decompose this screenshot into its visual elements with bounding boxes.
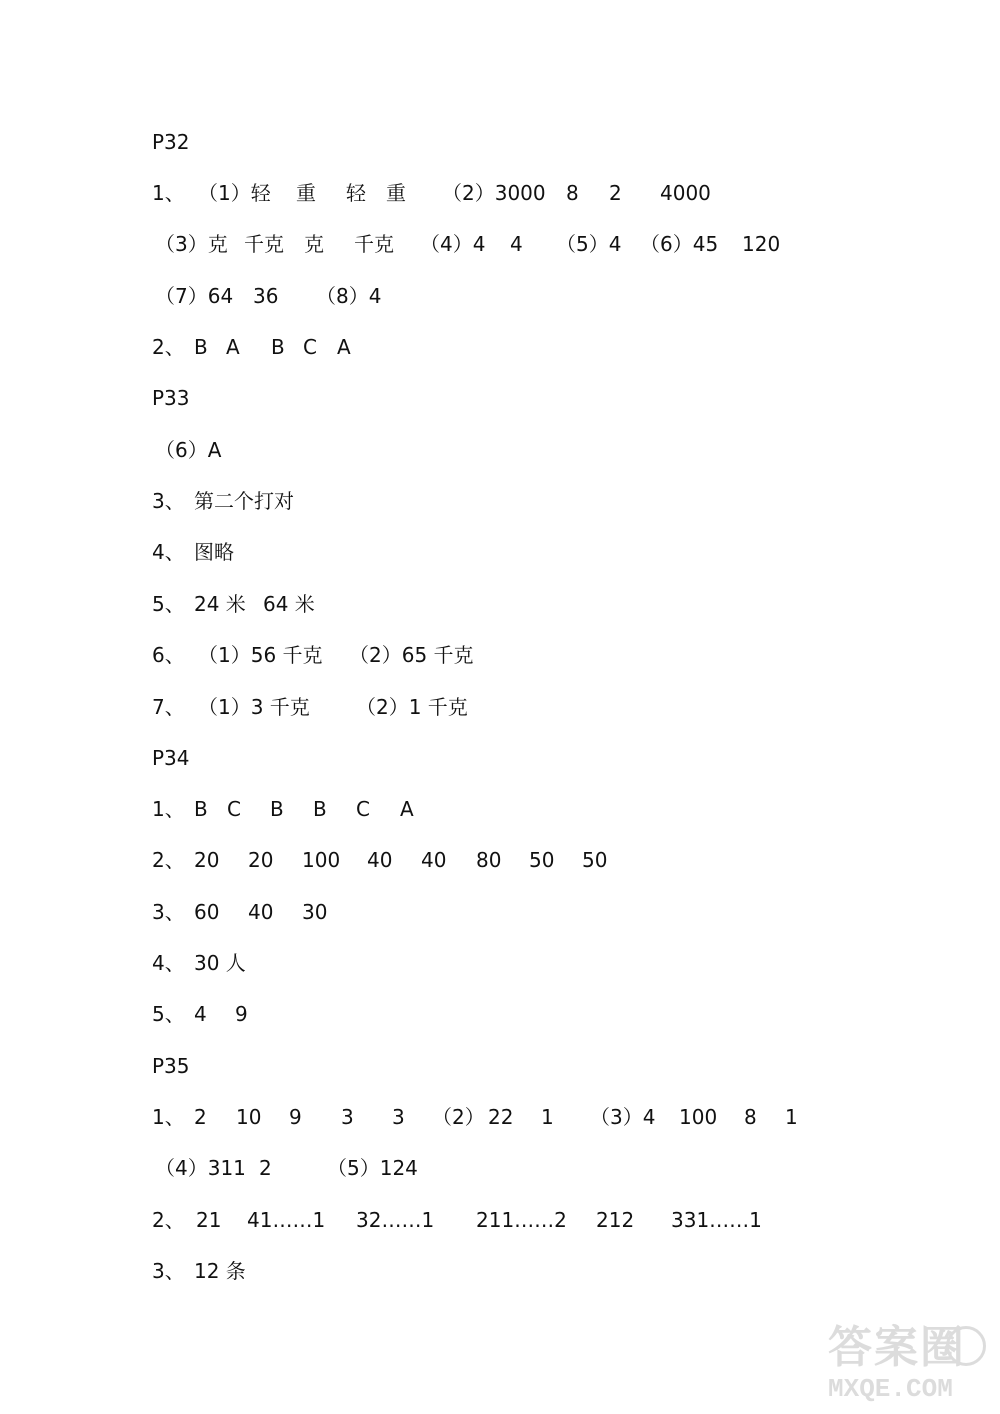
answer-line	[0, 590, 1000, 630]
answer-token: 211……2	[476, 1208, 567, 1232]
answer-token: （5）4	[556, 232, 622, 256]
answer-token: B	[313, 797, 327, 821]
page-heading-line	[0, 1052, 1000, 1092]
answer-token: （4）4	[420, 232, 486, 256]
answer-token: 10	[236, 1105, 262, 1129]
answer-token: 7、	[152, 695, 185, 719]
answer-token: B	[194, 335, 208, 359]
answer-token: 12 条	[194, 1259, 246, 1283]
answer-line	[0, 693, 1000, 733]
answer-token: （1）3 千克	[198, 695, 310, 719]
answer-token: 4	[194, 1002, 207, 1026]
answer-token: 8	[566, 181, 579, 205]
answer-token: 3、	[152, 489, 185, 513]
answer-token: 331……1	[671, 1208, 762, 1232]
answer-token: 重	[386, 181, 406, 205]
answer-token: 1	[541, 1105, 554, 1129]
answer-line	[0, 282, 1000, 322]
answer-token: （2）1 千克	[356, 695, 468, 719]
watermark-site: MXQE.COM	[828, 1374, 953, 1404]
answer-line	[0, 1000, 1000, 1040]
answer-token: 1、	[152, 797, 185, 821]
answer-token: C	[303, 335, 317, 359]
answer-token: 50	[529, 848, 555, 872]
answer-token: C	[356, 797, 370, 821]
answer-line	[0, 1206, 1000, 1246]
answer-token: 2、	[152, 335, 185, 359]
answer-token: 120	[742, 232, 781, 256]
answer-token: 9	[235, 1002, 248, 1026]
answer-token: B	[194, 797, 208, 821]
answer-token: 41……1	[247, 1208, 326, 1232]
page-heading-line	[0, 128, 1000, 168]
answer-token: 4	[510, 232, 523, 256]
answer-token: B	[271, 335, 285, 359]
answer-token: A	[400, 797, 414, 821]
answer-token: （1）轻	[198, 181, 271, 205]
answer-token: 24 米	[194, 592, 246, 616]
answer-token: C	[227, 797, 241, 821]
answer-token: 20	[248, 848, 274, 872]
answer-token: 212	[596, 1208, 635, 1232]
answer-line	[0, 1257, 1000, 1297]
answer-token: （6）45	[640, 232, 719, 256]
page-heading: P34	[152, 746, 190, 770]
answer-token: （5）124	[327, 1156, 418, 1180]
watermark-seal-icon	[946, 1326, 986, 1366]
answer-token: A	[226, 335, 240, 359]
page-heading-line	[0, 744, 1000, 784]
answer-token: （8）4	[316, 284, 382, 308]
answer-line	[0, 846, 1000, 886]
answer-line	[0, 1103, 1000, 1143]
answer-token: B	[270, 797, 284, 821]
watermark-logo	[828, 1322, 988, 1412]
answer-token: 5、	[152, 592, 185, 616]
page-heading: P35	[152, 1054, 190, 1078]
answer-token: 1	[785, 1105, 798, 1129]
answer-token: 100	[302, 848, 341, 872]
page-heading-line	[0, 384, 1000, 424]
answer-token: 2、	[152, 1208, 185, 1232]
answer-token: 64 米	[263, 592, 315, 616]
page-heading: P33	[152, 386, 190, 410]
answer-token: 2	[259, 1156, 272, 1180]
answer-token: （2）65 千克	[349, 643, 474, 667]
answer-token: （7）64	[155, 284, 234, 308]
answer-token: （2）3000	[442, 181, 546, 205]
answer-token: 2	[609, 181, 622, 205]
answer-token: 重	[296, 181, 316, 205]
answer-token: 100	[679, 1105, 718, 1129]
answer-token: 3	[341, 1105, 354, 1129]
answer-token: （3）克	[155, 232, 228, 256]
answer-token: 千克	[354, 232, 394, 256]
answer-token: 第二个打对	[194, 489, 294, 513]
answer-line	[0, 179, 1000, 219]
watermark-brand: 答案圈	[828, 1322, 966, 1373]
answer-token: 轻	[346, 181, 366, 205]
answer-token: 4、	[152, 540, 185, 564]
answer-line	[0, 1154, 1000, 1194]
answer-token: 40	[248, 900, 274, 924]
answer-token: 1、	[152, 181, 185, 205]
answer-token: （3）4	[590, 1105, 656, 1129]
answer-token: 80	[476, 848, 502, 872]
answer-token: 3、	[152, 900, 185, 924]
answer-token: 3	[392, 1105, 405, 1129]
answer-token: 2	[194, 1105, 207, 1129]
answer-line	[0, 538, 1000, 578]
answer-token: 22	[488, 1105, 514, 1129]
answer-token: 40	[367, 848, 393, 872]
answer-line	[0, 333, 1000, 373]
answer-token: （4）311	[155, 1156, 246, 1180]
answer-token: 32……1	[356, 1208, 435, 1232]
answer-token: 21	[196, 1208, 222, 1232]
answer-line	[0, 949, 1000, 989]
answer-line	[0, 641, 1000, 681]
answer-token: 2、	[152, 848, 185, 872]
answer-token: 30 人	[194, 951, 246, 975]
answer-token: A	[337, 335, 351, 359]
answer-token: 克	[304, 232, 324, 256]
answer-token: 8	[744, 1105, 757, 1129]
answer-line	[0, 795, 1000, 835]
answer-token: 图略	[194, 540, 234, 564]
answer-token: 60	[194, 900, 220, 924]
answer-token: 50	[582, 848, 608, 872]
answer-token: 36	[253, 284, 279, 308]
answer-token: （1）56 千克	[198, 643, 323, 667]
answer-token: 40	[421, 848, 447, 872]
page-heading: P32	[152, 130, 190, 154]
answer-token: （2）	[432, 1105, 485, 1129]
answer-token: 4000	[660, 181, 711, 205]
answer-token: 5、	[152, 1002, 185, 1026]
answer-token: 4、	[152, 951, 185, 975]
answer-token: 千克	[244, 232, 284, 256]
answer-token: 3、	[152, 1259, 185, 1283]
answer-line	[0, 436, 1000, 476]
answer-token: 30	[302, 900, 328, 924]
answer-line	[0, 230, 1000, 270]
answer-token: 20	[194, 848, 220, 872]
answer-token: 1、	[152, 1105, 185, 1129]
answer-line	[0, 898, 1000, 938]
answer-token: （6）A	[155, 438, 222, 462]
answer-token: 9	[289, 1105, 302, 1129]
answer-line	[0, 487, 1000, 527]
answer-token: 6、	[152, 643, 185, 667]
